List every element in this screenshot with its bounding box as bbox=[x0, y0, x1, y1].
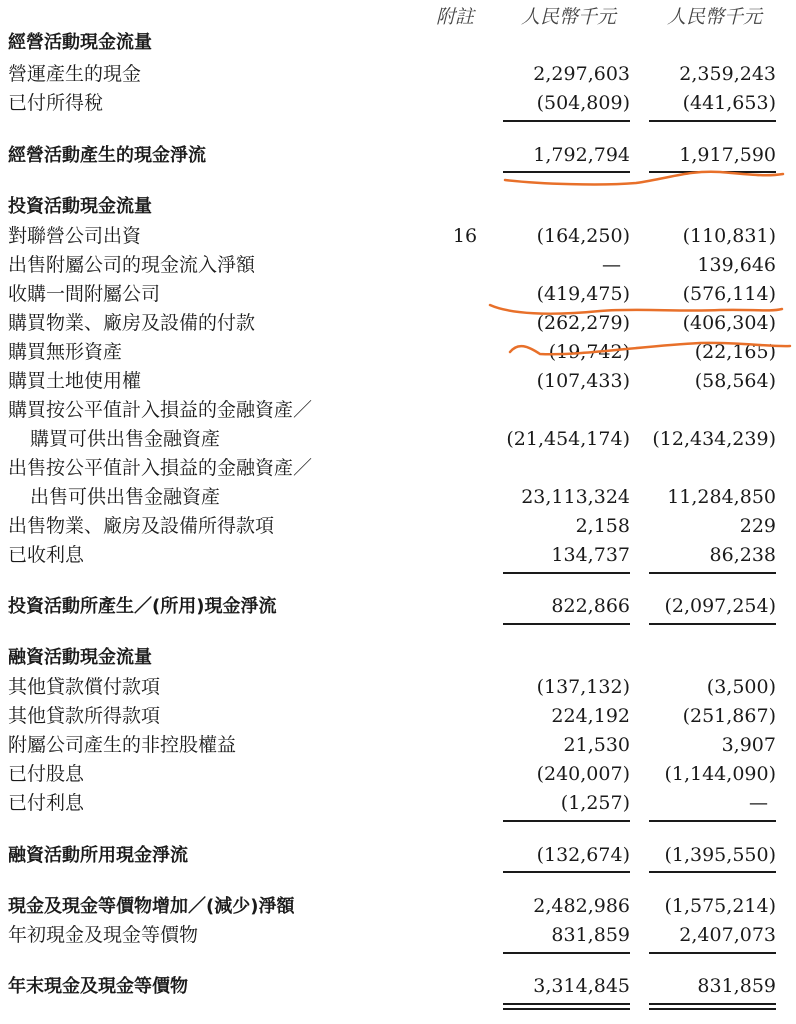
row-proceeds-other-loans bbox=[0, 702, 796, 731]
value-current: 2,158 bbox=[575, 515, 630, 537]
value-current: (240,007) bbox=[536, 763, 630, 785]
row-net-investing-cash bbox=[0, 592, 796, 621]
row-label: 投資活動所產生／(所用)現金淨流 bbox=[8, 596, 277, 617]
row-purchase-fvtpl-line2 bbox=[0, 425, 796, 454]
value-current: 224,192 bbox=[551, 705, 630, 727]
row-repayment-other-loans bbox=[0, 673, 796, 702]
row-label: 投資活動現金流量 bbox=[8, 196, 152, 217]
subtotal-rule bbox=[503, 952, 630, 954]
row-label: 購買無形資產 bbox=[8, 341, 123, 363]
value-prior: 2,359,243 bbox=[679, 63, 776, 85]
total-double-rule bbox=[503, 1003, 630, 1005]
value-prior: (576,114) bbox=[682, 283, 776, 305]
value-prior: (1,395,550) bbox=[664, 844, 776, 866]
value-current: (262,279) bbox=[536, 312, 630, 334]
row-purchase-land-use-rights bbox=[0, 367, 796, 396]
row-disposal-fvtpl-line2 bbox=[0, 483, 796, 512]
row-cash-beginning bbox=[0, 921, 796, 950]
subtotal-rule bbox=[649, 871, 776, 873]
row-dividends-paid bbox=[0, 760, 796, 789]
row-label: 年末現金及現金等價物 bbox=[8, 976, 188, 997]
value-prior: (251,867) bbox=[682, 705, 776, 727]
value-prior: 139,646 bbox=[697, 254, 776, 276]
value-prior: (22,165) bbox=[694, 341, 776, 363]
row-label: 購買可供出售金融資產 bbox=[30, 428, 221, 450]
row-label: 其他貸款所得款項 bbox=[8, 705, 161, 727]
row-label: 融資活動所用現金淨流 bbox=[8, 845, 188, 866]
value-current: (504,809) bbox=[536, 92, 630, 114]
value-current: 2,482,986 bbox=[533, 895, 630, 917]
subtotal-rule bbox=[503, 820, 630, 822]
row-investment-in-associates bbox=[0, 222, 796, 251]
row-cash-end bbox=[0, 972, 796, 1001]
row-label: 購買按公平值計入損益的金融資產／ bbox=[8, 399, 313, 421]
value-current: 831,859 bbox=[551, 924, 630, 946]
value-current: 3,314,845 bbox=[533, 975, 630, 997]
row-purchase-fvtpl-line1 bbox=[0, 396, 796, 425]
row-label: 出售物業、廠房及設備所得款項 bbox=[8, 515, 275, 537]
column-header-current-year: 人民幣千元 bbox=[521, 6, 617, 28]
value-prior: (1,144,090) bbox=[664, 763, 776, 785]
value-prior: (2,097,254) bbox=[664, 595, 776, 617]
row-label: 已付股息 bbox=[8, 763, 85, 785]
row-non-controlling-interests bbox=[0, 731, 796, 760]
value-prior: (58,564) bbox=[694, 370, 776, 392]
total-double-rule bbox=[503, 1008, 630, 1010]
value-current: (21,454,174) bbox=[506, 428, 630, 450]
value-current: 2,297,603 bbox=[533, 63, 630, 85]
value-prior: 11,284,850 bbox=[667, 486, 776, 508]
total-double-rule bbox=[649, 1008, 776, 1010]
row-cash-from-operations bbox=[0, 60, 796, 89]
row-purchase-ppe bbox=[0, 309, 796, 338]
value-prior: 831,859 bbox=[697, 975, 776, 997]
row-acquisition-subsidiary bbox=[0, 280, 796, 309]
subtotal-rule bbox=[503, 623, 630, 625]
subtotal-rule bbox=[649, 171, 776, 173]
value-current: 21,530 bbox=[563, 734, 630, 756]
subtotal-rule bbox=[649, 623, 776, 625]
total-double-rule bbox=[649, 1003, 776, 1005]
row-income-tax-paid bbox=[0, 89, 796, 118]
row-net-change-cash bbox=[0, 892, 796, 921]
value-prior: (3,500) bbox=[706, 676, 776, 698]
column-header-note: 附註 bbox=[436, 6, 475, 28]
subtotal-rule bbox=[649, 572, 776, 574]
value-prior: (1,575,214) bbox=[664, 895, 776, 917]
subtotal-rule bbox=[503, 171, 630, 173]
value-prior: — bbox=[749, 792, 768, 814]
value-prior: (12,434,239) bbox=[652, 428, 776, 450]
row-label: 已付利息 bbox=[8, 792, 85, 814]
value-current: — bbox=[602, 254, 621, 276]
row-label: 附屬公司產生的非控股權益 bbox=[8, 734, 237, 756]
value-current: 822,866 bbox=[551, 595, 630, 617]
row-label: 年初現金及現金等價物 bbox=[8, 924, 199, 946]
row-net-financing-cash bbox=[0, 841, 796, 870]
column-header-prior-year: 人民幣千元 bbox=[667, 6, 763, 28]
row-interest-received bbox=[0, 541, 796, 570]
row-financing-heading bbox=[0, 643, 796, 672]
ink-stroke-1 bbox=[505, 172, 783, 185]
value-prior: (110,831) bbox=[682, 225, 776, 247]
subtotal-rule bbox=[503, 871, 630, 873]
row-disposal-subsidiary bbox=[0, 251, 796, 280]
row-label: 營運產生的現金 bbox=[8, 63, 142, 85]
value-current: (419,475) bbox=[536, 283, 630, 305]
row-disposal-ppe-proceeds bbox=[0, 512, 796, 541]
row-label: 現金及現金等價物增加／(減少)淨額 bbox=[8, 896, 295, 917]
subtotal-rule bbox=[649, 820, 776, 822]
value-prior: 229 bbox=[739, 515, 776, 537]
value-prior: 86,238 bbox=[709, 544, 776, 566]
row-label: 出售按公平值計入損益的金融資產／ bbox=[8, 457, 313, 479]
row-label: 已付所得稅 bbox=[8, 92, 104, 114]
subtotal-rule bbox=[503, 120, 630, 122]
row-label: 對聯營公司出資 bbox=[8, 225, 142, 247]
row-label: 出售可供出售金融資產 bbox=[30, 486, 221, 508]
note-ref: 16 bbox=[452, 225, 478, 247]
value-current: (164,250) bbox=[536, 225, 630, 247]
subtotal-rule bbox=[649, 120, 776, 122]
value-current: 134,737 bbox=[551, 544, 630, 566]
subtotal-rule bbox=[649, 952, 776, 954]
value-current: (137,132) bbox=[536, 676, 630, 698]
row-label: 融資活動現金流量 bbox=[8, 647, 152, 668]
subtotal-rule bbox=[503, 572, 630, 574]
row-purchase-intangibles bbox=[0, 338, 796, 367]
row-label: 已收利息 bbox=[8, 544, 85, 566]
row-label: 經營活動現金流量 bbox=[8, 32, 152, 53]
value-prior: 2,407,073 bbox=[679, 924, 776, 946]
row-label: 其他貸款償付款項 bbox=[8, 676, 161, 698]
value-current: 1,792,794 bbox=[533, 144, 630, 166]
value-current: (107,433) bbox=[536, 370, 630, 392]
row-label: 購買土地使用權 bbox=[8, 370, 142, 392]
row-operating-heading bbox=[0, 28, 796, 57]
row-label: 購買物業、廠房及設備的付款 bbox=[8, 312, 256, 334]
row-disposal-fvtpl-line1 bbox=[0, 454, 796, 483]
value-current: (132,674) bbox=[536, 844, 630, 866]
value-current: (19,742) bbox=[548, 341, 630, 363]
value-prior: (406,304) bbox=[682, 312, 776, 334]
value-current: (1,257) bbox=[560, 792, 630, 814]
row-label: 經營活動產生的現金淨流 bbox=[8, 145, 206, 166]
row-investing-heading bbox=[0, 192, 796, 221]
row-label: 收購一間附屬公司 bbox=[8, 283, 161, 305]
row-label: 出售附屬公司的現金流入淨額 bbox=[8, 254, 256, 276]
value-prior: 3,907 bbox=[721, 734, 776, 756]
value-prior: 1,917,590 bbox=[679, 144, 776, 166]
value-prior: (441,653) bbox=[682, 92, 776, 114]
value-current: 23,113,324 bbox=[521, 486, 630, 508]
row-interest-paid bbox=[0, 789, 796, 818]
row-net-operating-cash bbox=[0, 141, 796, 170]
